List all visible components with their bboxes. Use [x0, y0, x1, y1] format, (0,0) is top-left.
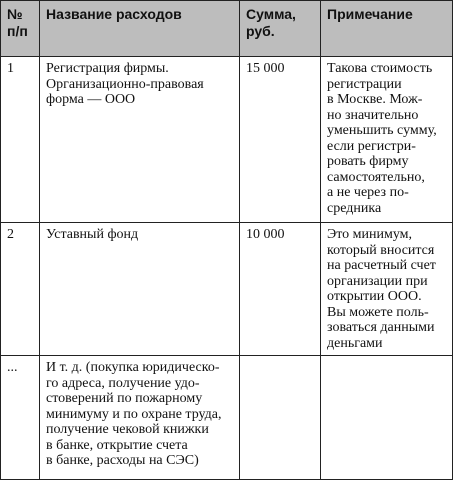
table-row [1, 57, 453, 223]
table-row [1, 223, 453, 356]
cell-expense-name: Уставный фонд [40, 223, 240, 356]
header-expense-name: Название расходов [40, 1, 240, 57]
header-note: Примечание [321, 1, 453, 57]
header-number: № п/п [1, 1, 40, 57]
cell-amount [240, 356, 321, 480]
cell-note: Такова стоимость регистрации в Москве. Мож- но значительно уменьшить сумму, если регистри- ровать фирму самостоятельно, а не через по- средника [321, 57, 453, 223]
table-row [1, 356, 453, 480]
cell-amount: 15 000 [240, 57, 321, 223]
cell-expense-name: Регистрация фирмы. Организационно-правовая форма — ООО [40, 57, 240, 223]
table-header-row [1, 1, 453, 57]
cell-number: 2 [1, 223, 40, 356]
cell-amount: 10 000 [240, 223, 321, 356]
header-amount: Сумма, руб. [240, 1, 321, 57]
cell-number: 1 [1, 57, 40, 223]
cell-number: ... [1, 356, 40, 480]
cell-note: Это минимум, который вносится на расчетный счет организации при открытии ООО. Вы можете поль- зоваться данными деньгами [321, 223, 453, 356]
cell-note [321, 356, 453, 480]
cell-expense-name: И т. д. (покупка юридическо- го адреса, получение удо- стоверений по пожарному минимуму и по охране труда, получение чековой книжки в банке, открытие счета в банке, расходы на СЭС) [40, 356, 240, 480]
